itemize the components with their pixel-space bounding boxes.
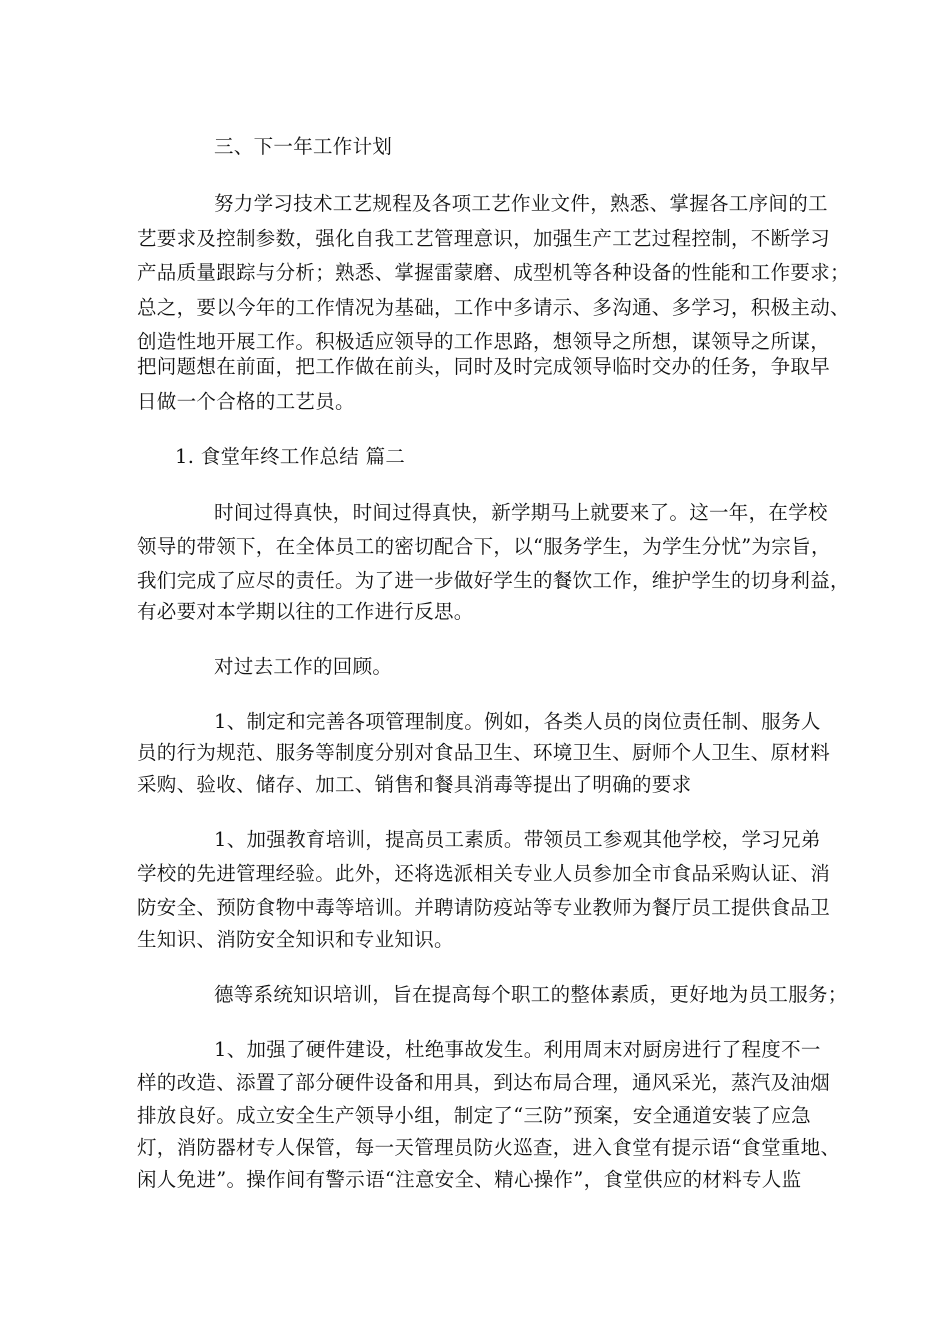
paragraph-line: 创造性地开展工作。积极适应领导的工作思路，想领导之所想，谋领导之所谋， [137, 330, 831, 353]
section-heading-plan: 三、下一年工作计划 [214, 135, 393, 158]
paragraph-line: 生知识、消防安全知识和专业知识。 [137, 928, 454, 951]
paragraph-line: 日做一个合格的工艺员。 [137, 390, 355, 413]
paragraph-line: 排放良好。成立安全生产领导小组，制定了“三防”预案，安全通道安装了应急 [137, 1104, 811, 1127]
paragraph-line: 采购、验收、储存、加工、销售和餐具消毒等提出了明确的要求 [137, 773, 692, 796]
paragraph-line: 领导的带领下，在全体员工的密切配合下，以“服务学生，为学生分忧”为宗旨， [137, 535, 831, 558]
paragraph-review: 对过去工作的回顾。 [214, 655, 393, 678]
paragraph-line: 灯，消防器材专人保管，每一天管理员防火巡查，进入食堂有提示语“食堂重地、 [137, 1136, 841, 1159]
paragraph-line: 样的改造、添置了部分硬件设备和用具，到达布局合理，通风采光，蒸汽及油烟 [137, 1071, 831, 1094]
paragraph-line: 把问题想在前面，把工作做在前头，同时及时完成领导临时交办的任务，争取早 [137, 355, 831, 378]
paragraph-line: 有必要对本学期以往的工作进行反思。 [137, 600, 474, 623]
paragraph-line: 1、制定和完善各项管理制度。例如，各类人员的岗位责任制、服务人 [214, 710, 821, 733]
paragraph-line: 产品质量跟踪与分析；熟悉、掌握雷蒙磨、成型机等各种设备的性能和工作要求； [137, 261, 850, 284]
paragraph-line: 艺要求及控制参数，强化自我工艺管理意识，加强生产工艺过程控制，不断学习 [137, 227, 831, 250]
paragraph-line: 防安全、预防食物中毒等培训。并聘请防疫站等专业教师为餐厅员工提供食品卫 [137, 896, 831, 919]
paragraph-line: 员的行为规范、服务等制度分别对食品卫生、环境卫生、厨师个人卫生、原材料 [137, 741, 831, 764]
paragraph-line: 时间过得真快，时间过得真快，新学期马上就要来了。这一年，在学校 [214, 501, 828, 524]
section-heading-canteen-summary: 1. 食堂年终工作总结 篇二 [175, 445, 406, 468]
paragraph-line: 1、加强了硬件建设，杜绝事故发生。利用周末对厨房进行了程度不一 [214, 1038, 821, 1061]
paragraph-line: 努力学习技术工艺规程及各项工艺作业文件，熟悉、掌握各工序间的工 [214, 192, 828, 215]
paragraph-line: 总之，要以今年的工作情况为基础，工作中多请示、多沟通、多学习，积极主动、 [137, 296, 850, 319]
paragraph-line: 学校的先进管理经验。此外，还将选派相关专业人员参加全市食品采购认证、消 [137, 862, 831, 885]
paragraph-line: 闲人免进”。操作间有警示语“注意安全、精心操作”，食堂供应的材料专人监 [137, 1168, 802, 1191]
paragraph-line: 1、加强教育培训，提高员工素质。带领员工参观其他学校，学习兄弟 [214, 828, 821, 851]
paragraph-line: 我们完成了应尽的责任。为了进一步做好学生的餐饮工作，维护学生的切身利益， [137, 569, 850, 592]
paragraph-system-training: 德等系统知识培训，旨在提高每个职工的整体素质，更好地为员工服务； [214, 983, 848, 1006]
